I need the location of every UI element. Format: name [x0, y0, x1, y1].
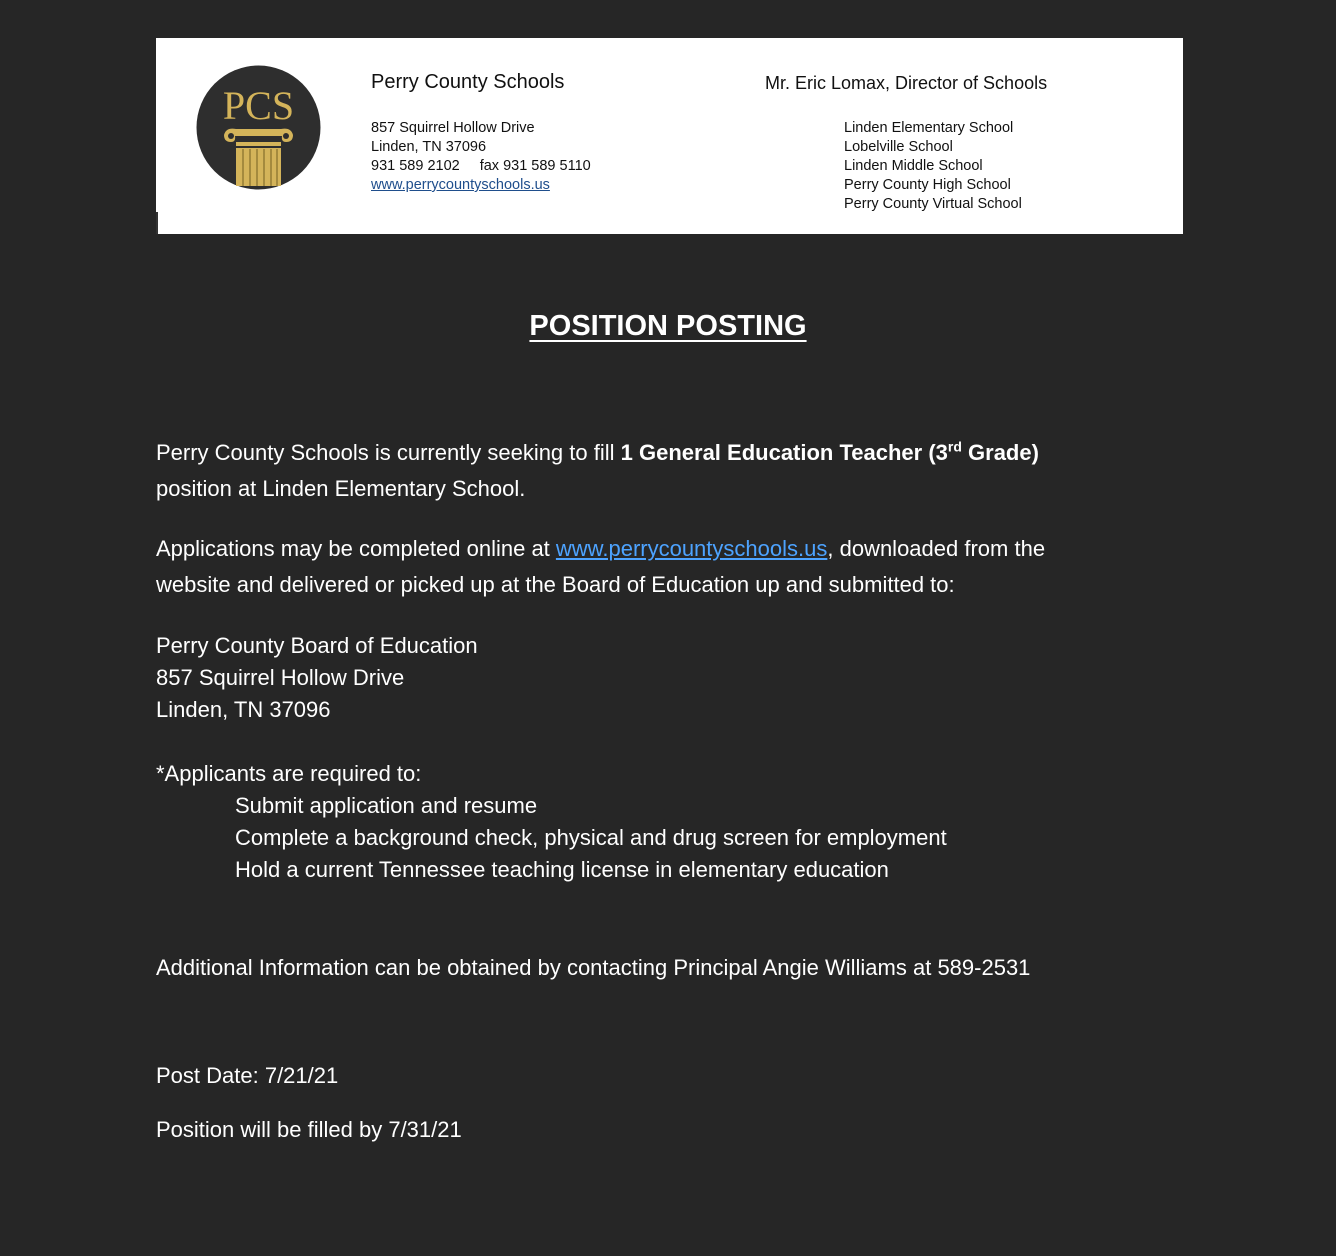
applications-paragraph	[156, 531, 1045, 603]
board-street: 857 Squirrel Hollow Drive	[156, 665, 405, 690]
position-title: 1 General Education Teacher (3rd Grade)	[620, 438, 1039, 465]
director-name: Mr. Eric Lomax, Director of Schools	[765, 73, 1048, 93]
pcs-logo	[196, 65, 321, 190]
letterhead-edge	[156, 212, 158, 234]
school-item: Linden Elementary School	[844, 120, 1014, 136]
letterhead	[156, 38, 1183, 234]
schools-list	[844, 119, 1022, 214]
phone-number: 931 589 2102	[371, 158, 460, 174]
website-link-header[interactable]: www.perrycountyschools.us	[371, 177, 550, 193]
requirement-item: Complete a background check, physical and drug screen for employment	[235, 825, 947, 850]
logo-text: PCS	[222, 83, 295, 128]
board-city: Linden, TN 37096	[156, 697, 331, 722]
board-address	[156, 630, 478, 726]
school-item: Linden Middle School	[844, 158, 983, 174]
address-city: Linden, TN 37096	[371, 139, 487, 155]
org-address	[371, 119, 591, 195]
school-item: Perry County Virtual School	[844, 196, 1022, 212]
intro-paragraph	[156, 435, 1039, 507]
school-item: Lobelville School	[844, 139, 953, 155]
requirement-item: Hold a current Tennessee teaching license in elementary education	[235, 857, 889, 882]
school-item: Perry County High School	[844, 177, 1011, 193]
applications-line2: website and delivered or picked up at the Board of Education up and submitted to:	[156, 572, 955, 597]
applications-suffix: , downloaded from the	[827, 536, 1046, 561]
requirement-item: Submit application and resume	[235, 793, 538, 818]
post-date: Post Date: 7/21/21	[156, 1063, 339, 1088]
contact-info: Additional Information can be obtained by contacting Principal Angie Williams at 589-2531	[156, 955, 1031, 980]
fill-date: Position will be filled by 7/31/21	[156, 1117, 462, 1142]
applications-prefix: Applications may be completed online at	[156, 536, 556, 561]
intro-suffix: position at Linden Elementary School.	[156, 476, 526, 501]
board-name: Perry County Board of Education	[156, 633, 478, 658]
requirements-heading: *Applicants are required to:	[156, 761, 422, 786]
phone-fax-line	[371, 157, 591, 176]
intro-prefix: Perry County Schools is currently seeking to fill	[156, 440, 621, 465]
fax-number: fax 931 589 5110	[479, 158, 591, 174]
org-name: Perry County Schools	[371, 71, 565, 93]
address-street: 857 Squirrel Hollow Drive	[371, 120, 535, 136]
requirements-list	[156, 758, 947, 886]
page-title: POSITION POSTING	[529, 310, 807, 342]
website-link[interactable]: www.perrycountyschools.us	[555, 536, 828, 561]
